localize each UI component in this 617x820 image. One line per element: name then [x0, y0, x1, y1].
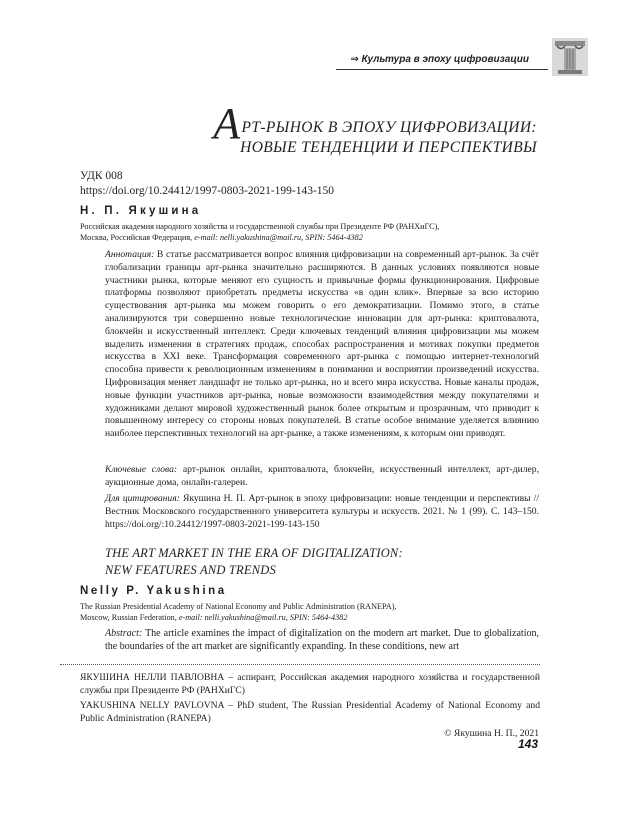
- author-affiliation-en: The Russian Presidential Academy of National Economy and Public Administration (RANEPA),: [80, 602, 397, 611]
- abstract-label-en: Abstract:: [105, 628, 143, 639]
- footnote-divider: [60, 664, 540, 665]
- abstract-en: [105, 628, 539, 654]
- author-location-en: Moscow, Russian Federation,: [80, 613, 177, 622]
- title-en-line-2: NEW FEATURES AND TRENDS: [105, 563, 276, 577]
- abstract-ru: [105, 249, 539, 441]
- classical-column-icon: [552, 38, 588, 76]
- author-name-ru: Н. П. Якушина: [80, 205, 202, 217]
- keywords-text-ru: арт-рынок онлайн, криптовалюта, блокчейн, искусственный интеллект, арт-дилер, аукционные дома, онлайн-галереи.: [105, 464, 539, 488]
- email-label-ru: e-mail:: [194, 233, 218, 242]
- author-footnote-ru: ЯКУШИНА НЕЛЛИ ПАВЛОВНА – аспирант, Российская академия народного хозяйства и государственной службы при Президенте РФ (РАНХиГС): [80, 672, 540, 696]
- header-rule: [336, 69, 548, 70]
- title-line-1-text: РТ-РЫНОК В ЭПОХУ ЦИФРОВИЗАЦИИ:: [241, 119, 537, 136]
- author-spin-en: SPIN: 5464-4382: [289, 613, 348, 622]
- author-name-en: Nelly P. Yakushina: [80, 585, 227, 597]
- title-line-2: НОВЫЕ ТЕНДЕНЦИИ И ПЕРСПЕКТИВЫ: [240, 139, 537, 156]
- udk-code: УДК 008: [80, 170, 123, 182]
- article-title-ru: [213, 99, 537, 158]
- author-affiliation-ru: Российская академия народного хозяйства и государственной службы при Президенте РФ (РАНХиГС),: [80, 222, 440, 231]
- author-email-en[interactable]: nelli.yakushina@mail.ru,: [204, 613, 288, 622]
- doi-link[interactable]: https://doi.org/10.24412/1997-0803-2021-199-143-150: [80, 185, 335, 197]
- abstract-text-en: The article examines the impact of digitalization on the modern art market. Due to globalization, the boundaries of the art market are significantly expanding. In these conditions, new art: [105, 628, 539, 652]
- abstract-label-ru: Аннотация:: [105, 249, 155, 260]
- citation-text-ru: Якушина Н. П. Арт-рынок в эпоху цифровизации: новые тенденции и перспективы // Вестник Московского государственного университета культуры и искусств. 2021. № 1 (99). С. 143–150. https://doi.org/:10.24412/1997-0803-2021-199-143-150: [105, 493, 539, 530]
- abstract-text-ru: В статье рассматривается вопрос влияния цифровизации на современный арт-рынок. За счёт глобализации границы арт-рынка значительно расширяются. В данных условиях появляются новые участники рынка, которые меняют его сущность и привычные формы функционирования. Цифровые платформы позволяют приобретать предметы искусства «в один клик». Впервые за всю историю существования арт-рынка мы можем говорить о его демократизации. Помимо этого, в статье анализируются три совершенно новые технологические инновации для арт-рынка: криптовалюта, блокчейн и искусственный интеллект. Среди ключевых тенденций влияния цифровизации мы можем выделить изменения в стратегиях продаж, способах распространения и мотивах покупки предметов искусства в XXI веке. Трансформация современного арт-рынка с помощью интернет-технологий способна привести к революционным изменениям в понимании и восприятии произведений искусства. Цифровизация меняет ландшафт не только арт-рынка, но и всего мира искусства. Новые каналы продаж, новые функции участников арт-рынка, новые возможности взаимодействия между покупателями и художниками делают мировой художественный рынок более открытым и прозрачным, что приводит к повышенному интересу со стороны новых покупателей. В статье особое внимание уделяется влиянию наиболее перспективных технологий на арт-рынке, а также изменениям, к которым они приводят.: [105, 249, 540, 440]
- author-contact-en: [80, 612, 347, 623]
- article-title-en: [105, 545, 403, 579]
- author-spin-ru: SPIN: 5464-4382: [305, 233, 363, 242]
- citation-label-ru: Для цитирования:: [105, 493, 180, 504]
- title-initial-letter: А: [213, 99, 241, 148]
- title-en-line-1: THE ART MARKET IN THE ERA OF DIGITALIZATION:: [105, 546, 403, 560]
- author-email-ru[interactable]: nelli.yakushina@mail.ru,: [219, 233, 304, 242]
- keywords-label-ru: Ключевые слова:: [105, 464, 178, 475]
- copyright-notice: © Якушина Н. П., 2021: [444, 728, 539, 739]
- author-location-ru: Москва, Российская Федерация,: [80, 233, 193, 242]
- email-label-en: e-mail:: [178, 613, 203, 622]
- page-number: 143: [517, 737, 538, 751]
- author-footnote-en: YAKUSHINA NELLY PAVLOVNA – PhD student, The Russian Presidential Academy of National Economy and Public Administration (RANEPA): [80, 700, 540, 724]
- running-header-section: ⇒ Культура в эпоху цифровизации: [350, 54, 529, 65]
- citation-ru: [105, 493, 539, 531]
- keywords-ru: [105, 464, 539, 490]
- author-contact-ru: [80, 232, 363, 243]
